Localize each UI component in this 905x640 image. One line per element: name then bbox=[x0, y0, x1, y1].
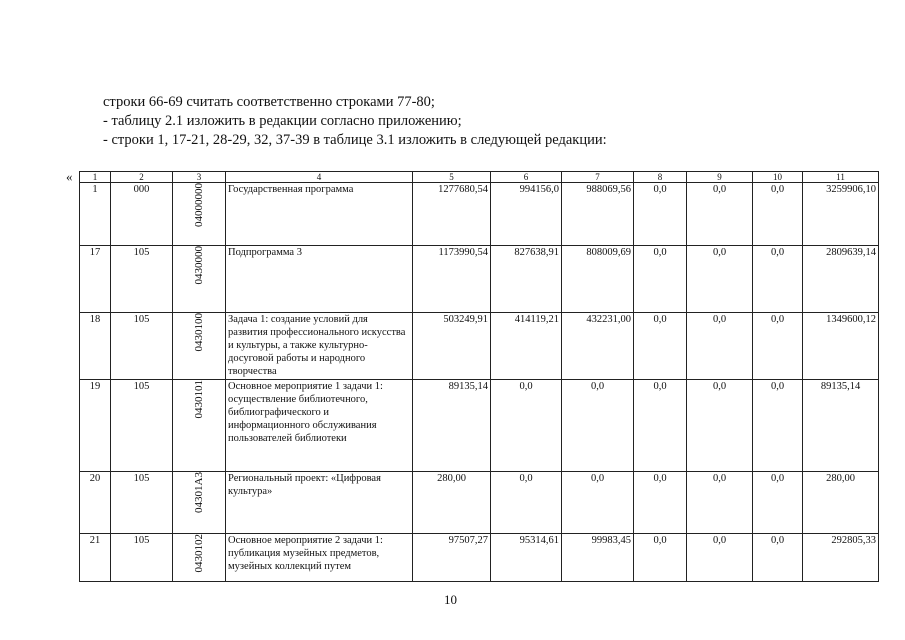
table-row bbox=[80, 313, 879, 380]
admin-code: 105 bbox=[111, 313, 173, 380]
row-number: 19 bbox=[80, 380, 111, 472]
row-number: 18 bbox=[80, 313, 111, 380]
target-code-cell bbox=[173, 534, 226, 582]
admin-code: 000 bbox=[111, 183, 173, 246]
table-row bbox=[80, 380, 879, 472]
amount: 0,0 bbox=[687, 534, 753, 582]
amount: 97507,27 bbox=[413, 534, 491, 582]
intro-line: - строки 1, 17-21, 28-29, 32, 37-39 в таблице 3.1 изложить в следующей редакции: bbox=[103, 132, 607, 148]
target-code-cell bbox=[173, 183, 226, 246]
intro-text bbox=[103, 93, 803, 150]
amount: 0,0 bbox=[634, 183, 687, 246]
amount: 89135,14 bbox=[413, 380, 491, 472]
amount: 432231,00 bbox=[562, 313, 634, 380]
column-number: 5 bbox=[413, 172, 491, 183]
item-name: Государственная программа bbox=[226, 183, 413, 246]
amount: 99983,45 bbox=[562, 534, 634, 582]
item-name: Подпрограмма 3 bbox=[226, 246, 413, 313]
page-number: 10 bbox=[444, 592, 457, 607]
column-number: 4 bbox=[226, 172, 413, 183]
amount: 0,0 bbox=[491, 380, 562, 472]
row-number: 17 bbox=[80, 246, 111, 313]
target-code: 0430102 bbox=[192, 534, 205, 573]
amount: 0,0 bbox=[634, 246, 687, 313]
item-name: Региональный проект: «Цифровая культура» bbox=[226, 472, 413, 534]
amount: 994156,0 bbox=[491, 183, 562, 246]
column-number: 9 bbox=[687, 172, 753, 183]
opening-quote-mark: « bbox=[66, 169, 73, 184]
amount: 0,0 bbox=[687, 313, 753, 380]
total-amount: 280,00 bbox=[803, 472, 879, 534]
column-number: 1 bbox=[80, 172, 111, 183]
admin-code: 105 bbox=[111, 246, 173, 313]
amount: 808009,69 bbox=[562, 246, 634, 313]
target-code: 0430100 bbox=[192, 313, 205, 352]
amount: 280,00 bbox=[413, 472, 491, 534]
amount: 0,0 bbox=[753, 534, 803, 582]
amount: 827638,91 bbox=[491, 246, 562, 313]
intro-line: строки 66-69 считать соответственно строками 77-80; bbox=[103, 94, 435, 110]
column-number: 3 bbox=[173, 172, 226, 183]
amount: 95314,61 bbox=[491, 534, 562, 582]
admin-code: 105 bbox=[111, 534, 173, 582]
amount: 0,0 bbox=[687, 380, 753, 472]
amount: 0,0 bbox=[634, 313, 687, 380]
amount: 0,0 bbox=[753, 472, 803, 534]
row-number: 1 bbox=[80, 183, 111, 246]
column-number: 10 bbox=[753, 172, 803, 183]
amount: 1173990,54 bbox=[413, 246, 491, 313]
total-amount: 292805,33 bbox=[803, 534, 879, 582]
item-name: Задача 1: создание условий для развития профессионального искусства и культуры, а также культурно-досуговой работы и народного творчества bbox=[226, 313, 413, 380]
intro-line: - таблицу 2.1 изложить в редакции согласно приложению; bbox=[103, 113, 462, 129]
column-number: 8 bbox=[634, 172, 687, 183]
amount: 0,0 bbox=[634, 472, 687, 534]
amount: 0,0 bbox=[753, 380, 803, 472]
target-code-cell bbox=[173, 472, 226, 534]
target-code: 04000000 bbox=[192, 183, 205, 227]
amount: 988069,56 bbox=[562, 183, 634, 246]
item-name: Основное мероприятие 1 задачи 1: осуществление библиотечного, библиографического и информационного обслуживания пользователей библиотеки bbox=[226, 380, 413, 472]
amount: 0,0 bbox=[687, 472, 753, 534]
column-number-header-row bbox=[80, 172, 879, 183]
amount: 503249,91 bbox=[413, 313, 491, 380]
amount: 0,0 bbox=[753, 246, 803, 313]
amount: 1277680,54 bbox=[413, 183, 491, 246]
amount: 414119,21 bbox=[491, 313, 562, 380]
amount: 0,0 bbox=[562, 380, 634, 472]
row-number: 21 bbox=[80, 534, 111, 582]
amount: 0,0 bbox=[562, 472, 634, 534]
amount: 0,0 bbox=[753, 313, 803, 380]
amount: 0,0 bbox=[634, 534, 687, 582]
amount: 0,0 bbox=[687, 246, 753, 313]
column-number: 11 bbox=[803, 172, 879, 183]
table-row bbox=[80, 183, 879, 246]
table-3-1-excerpt bbox=[79, 171, 879, 582]
target-code: 0430101 bbox=[192, 380, 205, 419]
amount: 0,0 bbox=[634, 380, 687, 472]
column-number: 6 bbox=[491, 172, 562, 183]
column-number: 7 bbox=[562, 172, 634, 183]
admin-code: 105 bbox=[111, 380, 173, 472]
target-code: 0430000 bbox=[192, 246, 205, 285]
row-number: 20 bbox=[80, 472, 111, 534]
table-row bbox=[80, 246, 879, 313]
table-row bbox=[80, 534, 879, 582]
admin-code: 105 bbox=[111, 472, 173, 534]
amount: 0,0 bbox=[491, 472, 562, 534]
item-name: Основное мероприятие 2 задачи 1: публикация музейных предметов, музейных коллекций путем bbox=[226, 534, 413, 582]
total-amount: 89135,14 bbox=[803, 380, 879, 472]
target-code: 04301A3 bbox=[192, 472, 205, 513]
total-amount: 1349600,12 bbox=[803, 313, 879, 380]
amount: 0,0 bbox=[687, 183, 753, 246]
column-number: 2 bbox=[111, 172, 173, 183]
target-code-cell bbox=[173, 380, 226, 472]
total-amount: 3259906,10 bbox=[803, 183, 879, 246]
amount: 0,0 bbox=[753, 183, 803, 246]
target-code-cell bbox=[173, 246, 226, 313]
target-code-cell bbox=[173, 313, 226, 380]
table-row bbox=[80, 472, 879, 534]
total-amount: 2809639,14 bbox=[803, 246, 879, 313]
